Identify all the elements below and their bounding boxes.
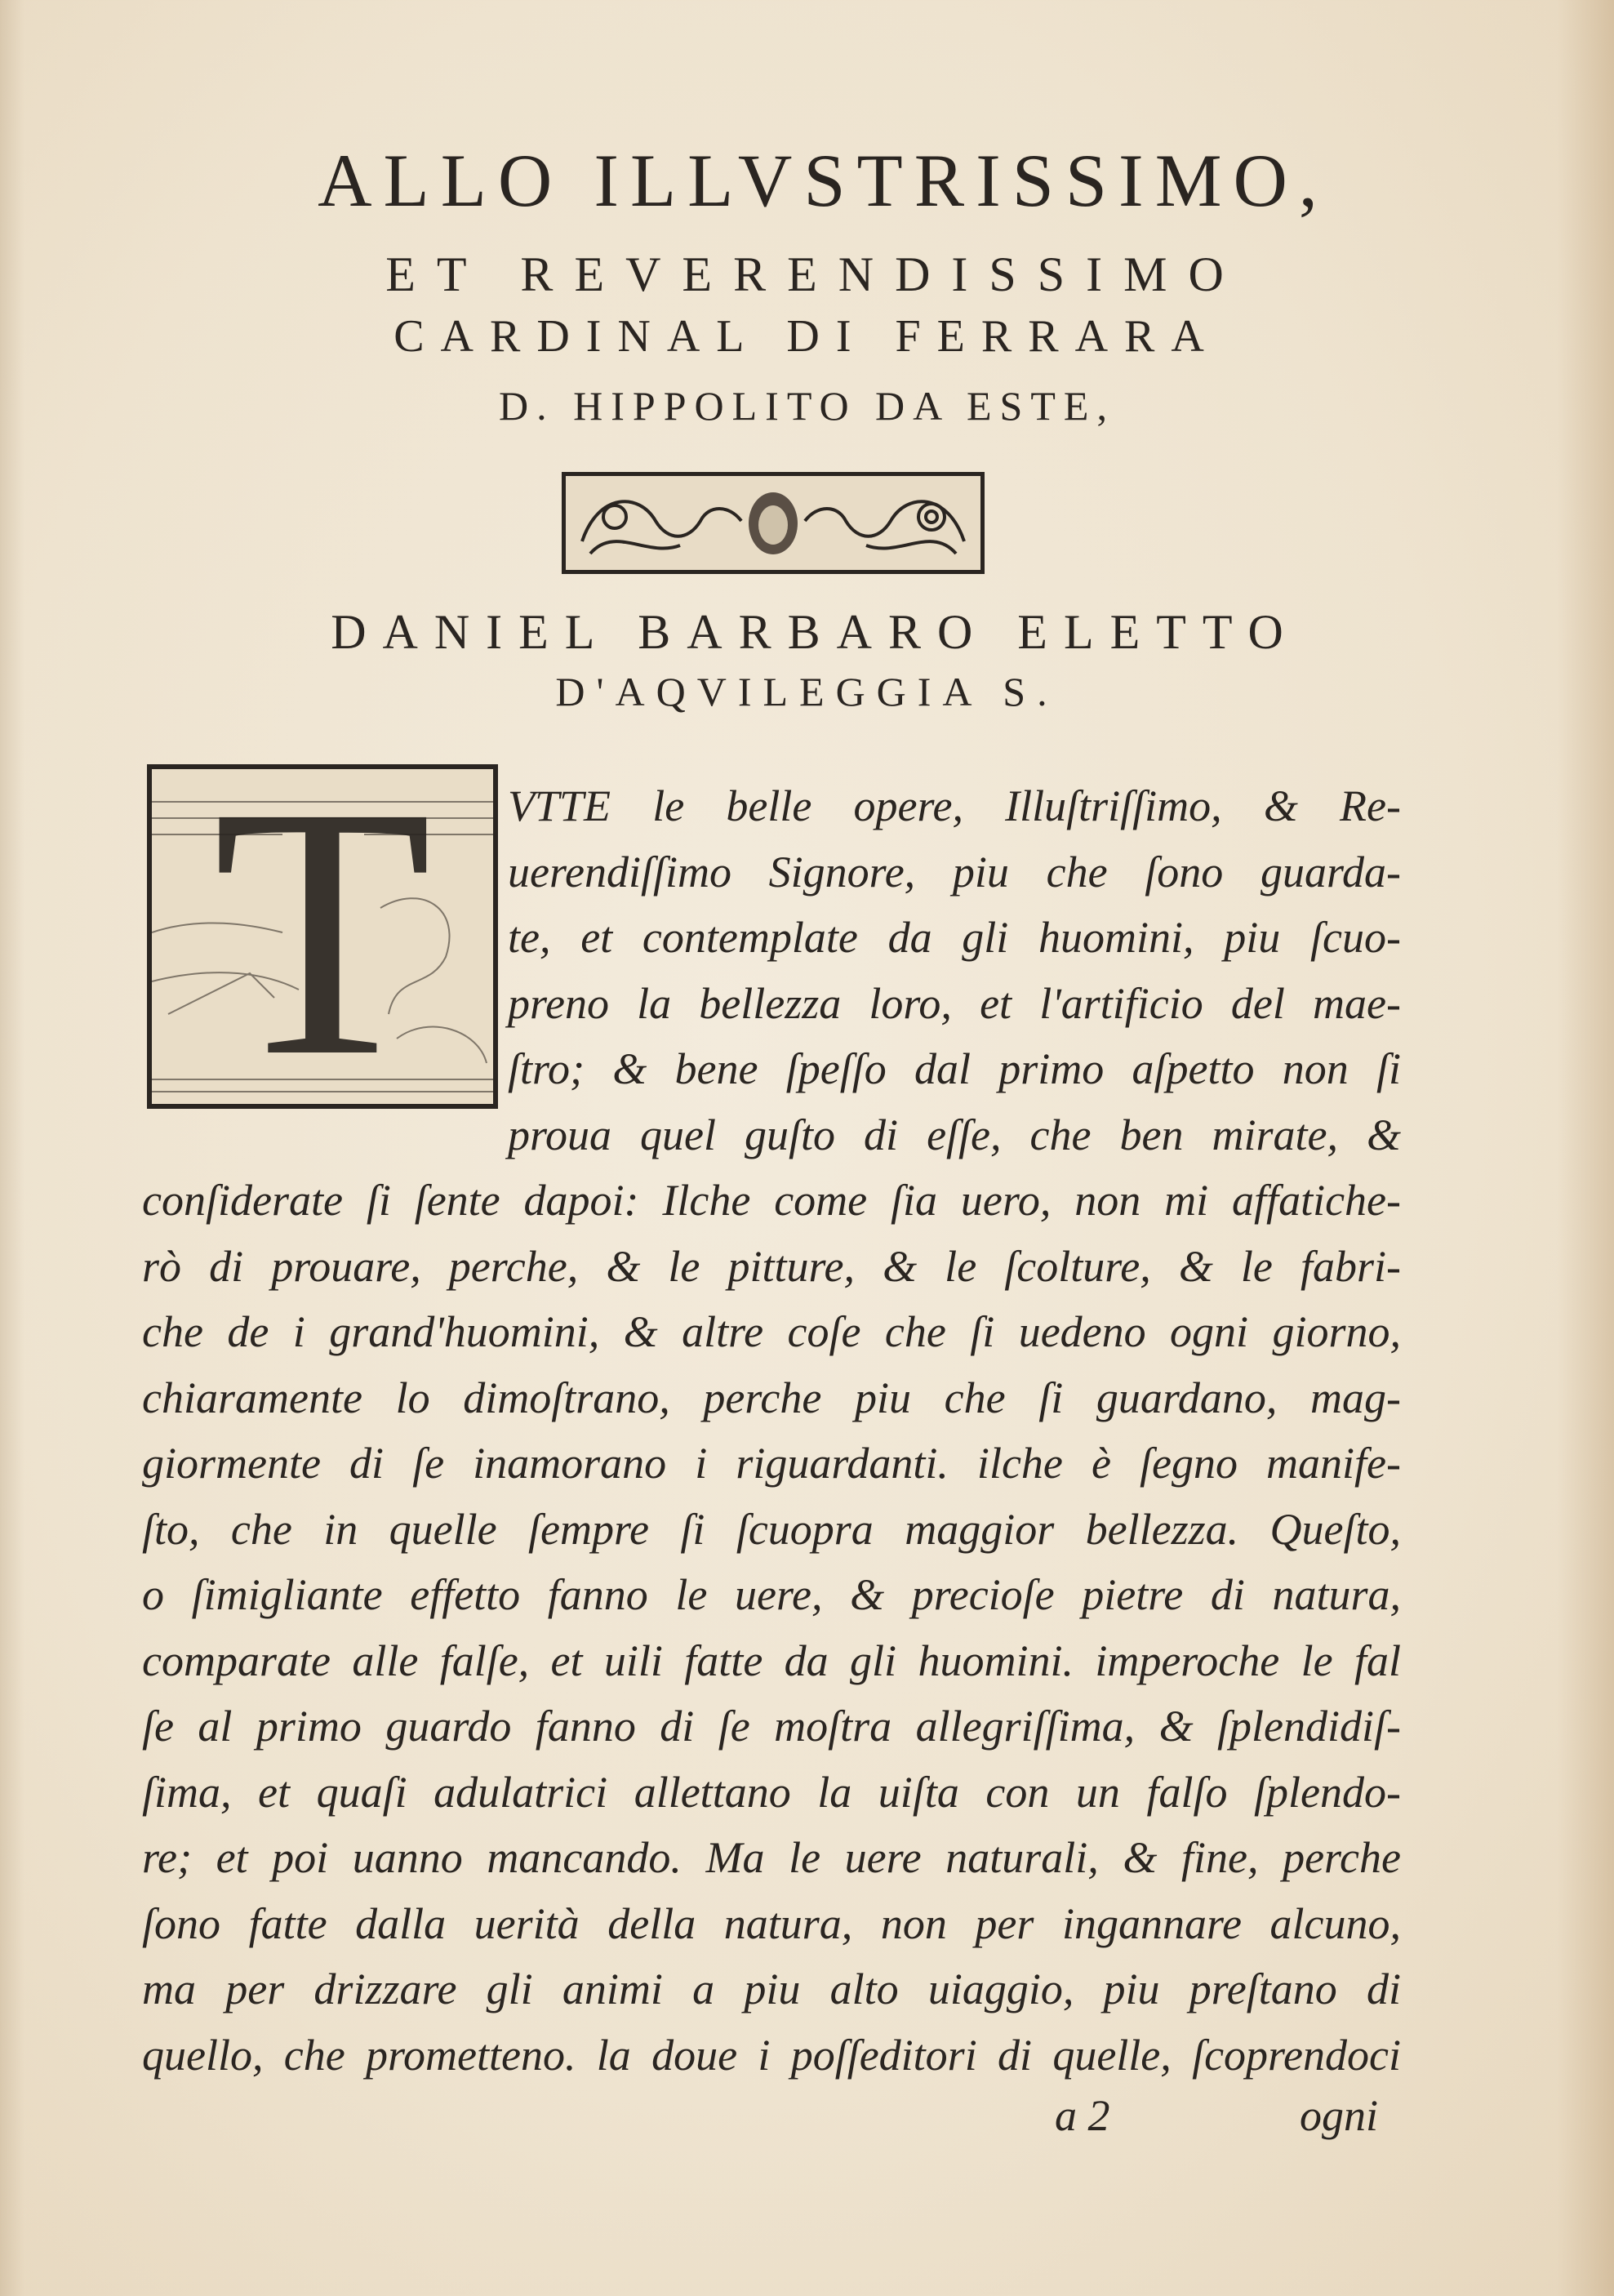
text-line: ſtro; & bene ſpeſſo dal primo aſpetto non ſi	[508, 1044, 1401, 1093]
drop-cap-letter: T	[212, 764, 433, 1109]
woodcut-ornament-headpiece	[562, 472, 985, 574]
text-line: ſono fatte dalla uerità della natura, non per ingannare alcuno,	[142, 1898, 1401, 1948]
text-line: ſe al primo guardo fanno di ſe moſtra allegriſſima, & ſplendidiſ-	[142, 1702, 1401, 1751]
text-line: rò di prouare, perche, & le pitture, & le ſcolture, & le fabri-	[142, 1241, 1401, 1291]
signature-mark: a 2	[1055, 2091, 1110, 2140]
woodcut-drop-cap	[147, 764, 498, 1109]
scroll-ornament-icon	[566, 476, 980, 570]
text-line: uerendiſſimo Signore, piu che ſono guarda-	[508, 847, 1401, 897]
text-line: o ſimigliante effetto fanno le uere, & precioſe pietre di natura,	[142, 1570, 1401, 1619]
text-line: quello, che prometteno. la doue i poſſeditori di quelle, ſcoprendoci	[142, 2030, 1401, 2080]
text-line: proua quel guſto di eſſe, che ben mirate, &	[508, 1110, 1401, 1159]
text-line: re; et poi uanno mancando. Ma le uere naturali, & fine, perche	[142, 1833, 1401, 1882]
text-line: te, et contemplate da gli huomini, piu ſcuo-	[508, 913, 1401, 962]
author-line-2: D'AQVILEGGIA S.	[555, 669, 1059, 714]
text-line: comparate alle falſe, et uili fatte da gli huomini. imperoche le fal	[142, 1635, 1401, 1685]
catchword: ogni	[1300, 2091, 1379, 2140]
text-line: che de i grand'huomini, & altre coſe che ſi uedeno ogni giorno,	[142, 1307, 1401, 1356]
text-line: preno la bellezza loro, et l'artificio del mae-	[508, 978, 1401, 1028]
text-line: conſiderate ſi ſente dapoi: Ilche come ſia uero, non mi affatiche-	[142, 1176, 1401, 1225]
text-line: VTTE le belle opere, Illuſtriſſimo, & Re-	[508, 781, 1401, 830]
text-line: ſima, et quaſi adulatrici allettano la uiſta con un falſo ſplendo-	[142, 1767, 1401, 1817]
dedication-title-line-2: ET REVERENDISSIMO	[385, 247, 1245, 301]
author-line-1: DANIEL BARBARO ELETTO	[331, 605, 1300, 659]
text-line: ma per drizzare gli animi a piu alto uiaggio, piu preſtano di	[142, 1965, 1401, 2013]
text-line: giormente di ſe inamorano i riguardanti. ilche è ſegno manife-	[142, 1439, 1401, 1488]
dedication-title-line-1: ALLO ILLVSTRISSIMO,	[318, 139, 1329, 222]
text-line: ſto, che in quelle ſempre ſi ſcuopra maggior bellezza. Queſto,	[142, 1504, 1401, 1554]
dedication-title-line-4: D. HIPPOLITO DA ESTE,	[499, 383, 1115, 429]
text-line: chiaramente lo dimoſtrano, perche piu che ſi guardano, mag-	[142, 1373, 1401, 1422]
dedication-title-line-3: CARDINAL DI FERRARA	[393, 311, 1221, 362]
